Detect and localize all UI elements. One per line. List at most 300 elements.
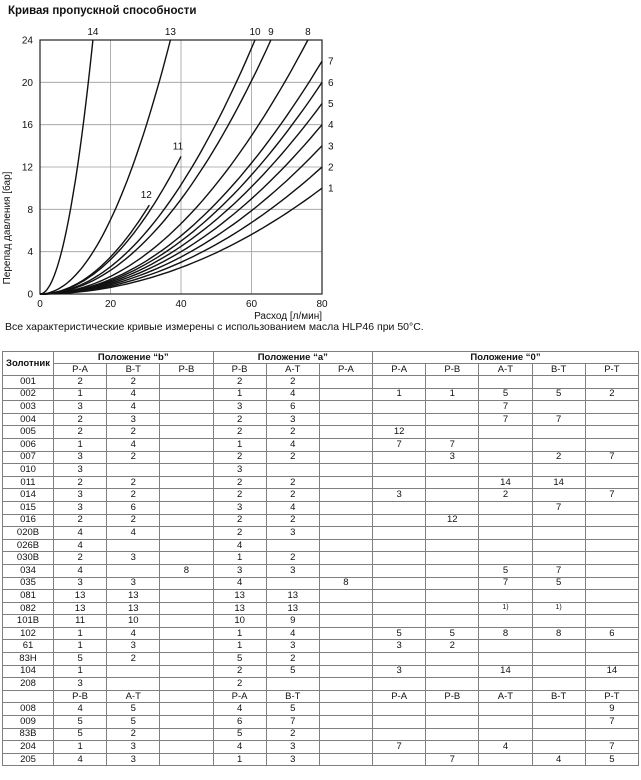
value-cell <box>479 539 532 552</box>
value-cell <box>532 590 585 603</box>
value-cell: 2 <box>479 489 532 502</box>
value-cell <box>585 577 638 590</box>
value-cell <box>107 665 160 678</box>
spool-id: 102 <box>3 627 54 640</box>
value-cell: 2 <box>213 514 266 527</box>
value-cell: 11 <box>54 615 107 628</box>
value-cell: 6 <box>266 401 319 414</box>
value-cell <box>373 464 426 477</box>
value-cell <box>373 514 426 527</box>
value-cell: 3 <box>213 464 266 477</box>
value-cell <box>319 728 372 741</box>
value-cell <box>160 388 213 401</box>
value-cell: 2 <box>213 476 266 489</box>
y-tick-label: 20 <box>21 77 33 89</box>
column-header-port: P-A <box>54 364 107 376</box>
value-cell <box>373 703 426 716</box>
curve-label-3: 3 <box>328 141 334 153</box>
value-cell <box>585 464 638 477</box>
value-cell: 4 <box>266 627 319 640</box>
value-cell <box>532 464 585 477</box>
value-cell <box>266 539 319 552</box>
spool-id: 082 <box>3 602 54 615</box>
value-cell <box>585 438 638 451</box>
value-cell <box>160 527 213 540</box>
value-cell: 4 <box>54 564 107 577</box>
value-cell: 8 <box>160 564 213 577</box>
value-cell <box>585 527 638 540</box>
value-cell: 4 <box>213 577 266 590</box>
spool-id: 014 <box>3 489 54 502</box>
value-cell: 2 <box>107 476 160 489</box>
value-cell: 7 <box>585 451 638 464</box>
value-cell <box>319 388 372 401</box>
value-cell: 13 <box>54 590 107 603</box>
value-cell: 5 <box>266 703 319 716</box>
value-cell <box>319 539 372 552</box>
value-cell <box>373 602 426 615</box>
value-cell <box>479 464 532 477</box>
value-cell <box>373 552 426 565</box>
value-cell <box>160 753 213 766</box>
spool-id: 010 <box>3 464 54 477</box>
curve-label-8: 8 <box>305 27 311 38</box>
value-cell <box>319 665 372 678</box>
column-header-port: B-T <box>532 364 585 376</box>
y-tick-label: 0 <box>27 289 33 301</box>
value-cell: 7 <box>426 438 479 451</box>
value-cell <box>532 678 585 691</box>
value-cell <box>319 741 372 754</box>
value-cell: 2 <box>266 728 319 741</box>
value-cell <box>426 476 479 489</box>
value-cell <box>426 678 479 691</box>
value-cell: 2 <box>266 426 319 439</box>
value-cell: 6 <box>213 716 266 729</box>
value-cell <box>319 438 372 451</box>
value-cell: 7 <box>532 413 585 426</box>
value-cell: 2 <box>585 388 638 401</box>
value-cell <box>160 514 213 527</box>
spool-id: 006 <box>3 438 54 451</box>
value-cell: 2 <box>54 514 107 527</box>
value-cell <box>532 438 585 451</box>
value-cell <box>319 401 372 414</box>
spool-id: 208 <box>3 678 54 691</box>
value-cell: 5 <box>54 728 107 741</box>
value-cell: 2 <box>54 552 107 565</box>
column-header-port: P-B <box>54 690 107 703</box>
value-cell <box>160 476 213 489</box>
value-cell: 8 <box>479 627 532 640</box>
value-cell <box>319 678 372 691</box>
value-cell <box>160 665 213 678</box>
table-row <box>3 753 639 766</box>
value-cell <box>426 539 479 552</box>
value-cell: 3 <box>373 665 426 678</box>
value-cell <box>319 376 372 389</box>
y-tick-label: 4 <box>27 247 33 259</box>
table-row <box>3 426 639 439</box>
value-cell: 1 <box>213 552 266 565</box>
value-cell: 2 <box>266 376 319 389</box>
value-cell: 4 <box>266 388 319 401</box>
value-cell: 4 <box>107 438 160 451</box>
table-row <box>3 476 639 489</box>
value-cell <box>373 501 426 514</box>
spool-id: 035 <box>3 577 54 590</box>
value-cell <box>373 577 426 590</box>
value-cell: 3 <box>213 564 266 577</box>
value-cell <box>532 539 585 552</box>
group-header-2: Положение “0” <box>373 352 639 364</box>
value-cell <box>266 678 319 691</box>
value-cell <box>373 527 426 540</box>
value-cell: 3 <box>54 501 107 514</box>
table-header <box>3 352 639 376</box>
value-cell: 4 <box>213 539 266 552</box>
table-row <box>3 615 639 628</box>
table-row <box>3 564 639 577</box>
value-cell: 1 <box>54 388 107 401</box>
spool-id: 104 <box>3 665 54 678</box>
value-cell: 7 <box>373 438 426 451</box>
value-cell <box>426 413 479 426</box>
value-cell <box>426 716 479 729</box>
value-cell <box>532 716 585 729</box>
table-row <box>3 741 639 754</box>
value-cell <box>160 501 213 514</box>
value-cell <box>426 590 479 603</box>
value-cell: 4 <box>54 753 107 766</box>
spool-id: 034 <box>3 564 54 577</box>
value-cell <box>479 552 532 565</box>
value-cell <box>585 564 638 577</box>
curve-label-5: 5 <box>328 99 334 110</box>
value-cell: 2 <box>213 451 266 464</box>
table-row <box>3 376 639 389</box>
value-cell <box>373 539 426 552</box>
value-cell: 2 <box>213 413 266 426</box>
value-cell: 10 <box>213 615 266 628</box>
value-cell: 6 <box>107 501 160 514</box>
curve-label-1: 1 <box>328 183 334 195</box>
value-cell <box>532 489 585 502</box>
value-cell <box>479 426 532 439</box>
column-header-port: P-B <box>426 690 479 703</box>
value-cell: 5 <box>426 627 479 640</box>
footnote-marker: 1) <box>502 603 509 611</box>
value-cell: 3 <box>107 640 160 653</box>
column-header-port: A-T <box>479 690 532 703</box>
value-cell: 7 <box>585 716 638 729</box>
curve-label-7: 7 <box>328 56 334 68</box>
value-cell: 5 <box>532 577 585 590</box>
value-cell: 4 <box>479 741 532 754</box>
flow-curves-chart <box>0 18 360 322</box>
spool-id: 030B <box>3 552 54 565</box>
value-cell <box>160 703 213 716</box>
value-cell: 2 <box>54 426 107 439</box>
value-cell: 5 <box>107 703 160 716</box>
value-cell <box>426 527 479 540</box>
value-cell <box>160 590 213 603</box>
value-cell <box>426 426 479 439</box>
value-cell <box>585 640 638 653</box>
value-cell: 12 <box>373 426 426 439</box>
column-header-port: A-T <box>479 364 532 376</box>
value-cell <box>160 438 213 451</box>
value-cell <box>160 615 213 628</box>
value-cell: 14 <box>479 665 532 678</box>
value-cell: 3 <box>266 413 319 426</box>
value-cell <box>319 527 372 540</box>
curve-label-6: 6 <box>328 77 334 89</box>
value-cell <box>319 426 372 439</box>
column-header-port: B-T <box>266 690 319 703</box>
value-cell <box>585 539 638 552</box>
value-cell: 3 <box>54 464 107 477</box>
value-cell <box>319 501 372 514</box>
value-cell <box>585 426 638 439</box>
value-cell <box>532 552 585 565</box>
value-cell: 7 <box>479 577 532 590</box>
value-cell <box>585 602 638 615</box>
value-cell: 1 <box>54 627 107 640</box>
value-cell: 2 <box>213 426 266 439</box>
column-header-port: A-T <box>266 364 319 376</box>
value-cell: 7 <box>532 501 585 514</box>
table-row <box>3 703 639 716</box>
chart-note: Все характеристические кривые измерены с использованием масла HLP46 при 50°C. <box>5 321 424 333</box>
table-row <box>3 514 639 527</box>
value-cell <box>160 552 213 565</box>
value-cell: 5 <box>585 753 638 766</box>
value-cell <box>532 615 585 628</box>
value-cell: 3 <box>213 401 266 414</box>
group-header-0: Положение “b” <box>54 352 214 364</box>
value-cell <box>160 426 213 439</box>
value-cell: 1 <box>213 388 266 401</box>
value-cell <box>585 653 638 666</box>
curve-label-4: 4 <box>328 120 334 132</box>
curve-label-2: 2 <box>328 162 334 174</box>
curve-label-11: 11 <box>172 141 184 153</box>
value-cell: 1 <box>54 741 107 754</box>
x-tick-label: 60 <box>245 299 258 310</box>
value-cell: 4 <box>54 539 107 552</box>
value-cell <box>585 401 638 414</box>
value-cell: 2 <box>54 476 107 489</box>
value-cell <box>107 564 160 577</box>
value-cell: 5 <box>54 653 107 666</box>
table-body <box>3 376 639 766</box>
value-cell <box>532 426 585 439</box>
spool-id: 016 <box>3 514 54 527</box>
value-cell: 3 <box>107 413 160 426</box>
column-header-port: P-A <box>213 690 266 703</box>
value-cell <box>479 451 532 464</box>
value-cell: 13 <box>107 590 160 603</box>
value-cell <box>426 665 479 678</box>
column-header-port: B-T <box>107 364 160 376</box>
value-cell: 6 <box>585 627 638 640</box>
value-cell <box>160 451 213 464</box>
spool-id: 011 <box>3 476 54 489</box>
value-cell <box>373 753 426 766</box>
value-cell: 4 <box>266 501 319 514</box>
value-cell <box>426 552 479 565</box>
value-cell: 4 <box>107 388 160 401</box>
value-cell <box>479 602 532 615</box>
value-cell <box>532 741 585 754</box>
value-cell: 7 <box>585 741 638 754</box>
value-cell <box>160 627 213 640</box>
value-cell <box>319 716 372 729</box>
value-cell <box>585 476 638 489</box>
value-cell: 2 <box>54 376 107 389</box>
value-cell <box>107 539 160 552</box>
x-tick-label: 80 <box>316 299 328 310</box>
value-cell <box>585 590 638 603</box>
value-cell <box>479 438 532 451</box>
y-tick-label: 8 <box>27 204 33 216</box>
value-cell: 4 <box>107 627 160 640</box>
value-cell: 3 <box>54 489 107 502</box>
value-cell <box>319 753 372 766</box>
value-cell <box>319 590 372 603</box>
value-cell: 3 <box>373 489 426 502</box>
value-cell <box>479 501 532 514</box>
value-cell <box>160 376 213 389</box>
value-cell: 1 <box>54 640 107 653</box>
value-cell: 14 <box>532 476 585 489</box>
column-header-port: P-B <box>160 364 213 376</box>
value-cell <box>319 703 372 716</box>
value-cell: 3 <box>107 741 160 754</box>
table-row <box>3 716 639 729</box>
value-cell: 4 <box>213 741 266 754</box>
spool-flow-table <box>2 351 639 766</box>
value-cell: 2 <box>266 653 319 666</box>
value-cell: 4 <box>213 703 266 716</box>
subheader-cell <box>3 690 54 703</box>
spool-id: 205 <box>3 753 54 766</box>
value-cell: 7 <box>585 489 638 502</box>
value-cell <box>479 716 532 729</box>
value-cell <box>266 577 319 590</box>
x-tick-label: 40 <box>175 299 187 310</box>
value-cell <box>532 653 585 666</box>
value-cell: 4 <box>532 753 585 766</box>
value-cell <box>426 615 479 628</box>
spool-id: 008 <box>3 703 54 716</box>
value-cell: 2 <box>266 514 319 527</box>
value-cell <box>160 653 213 666</box>
value-cell: 9 <box>585 703 638 716</box>
value-cell <box>319 489 372 502</box>
value-cell: 4 <box>266 438 319 451</box>
column-header-port <box>160 690 213 703</box>
spool-id: 001 <box>3 376 54 389</box>
value-cell <box>160 464 213 477</box>
value-cell: 3 <box>107 552 160 565</box>
spool-id: 005 <box>3 426 54 439</box>
column-header-port <box>319 690 372 703</box>
value-cell: 14 <box>585 665 638 678</box>
value-cell: 10 <box>107 615 160 628</box>
y-axis-title: Перепад давления [бар] <box>2 171 13 285</box>
table-row <box>3 451 639 464</box>
value-cell: 7 <box>479 413 532 426</box>
value-cell: 4 <box>107 527 160 540</box>
value-cell <box>585 678 638 691</box>
value-cell <box>479 615 532 628</box>
value-cell <box>160 413 213 426</box>
table-row <box>3 552 639 565</box>
value-cell: 13 <box>213 590 266 603</box>
value-cell: 2 <box>266 552 319 565</box>
value-cell: 3 <box>266 640 319 653</box>
value-cell <box>319 476 372 489</box>
value-cell <box>160 401 213 414</box>
page-title: Кривая пропускной способности <box>8 5 197 17</box>
value-cell: 3 <box>266 741 319 754</box>
value-cell: 2 <box>266 489 319 502</box>
value-cell: 3 <box>266 564 319 577</box>
value-cell: 3 <box>107 577 160 590</box>
value-cell: 13 <box>266 602 319 615</box>
value-cell: 5 <box>479 564 532 577</box>
value-cell <box>479 678 532 691</box>
value-cell: 2 <box>54 413 107 426</box>
value-cell <box>585 552 638 565</box>
value-cell <box>479 753 532 766</box>
value-cell <box>319 653 372 666</box>
value-cell <box>585 376 638 389</box>
value-cell <box>585 728 638 741</box>
value-cell: 9 <box>266 615 319 628</box>
table-row <box>3 413 639 426</box>
value-cell <box>319 514 372 527</box>
value-cell: 3 <box>107 753 160 766</box>
column-header-port: P-B <box>213 364 266 376</box>
spool-id: 007 <box>3 451 54 464</box>
y-tick-label: 16 <box>21 120 33 132</box>
column-header-port: P-B <box>426 364 479 376</box>
column-header-spool: Золотник <box>3 352 54 376</box>
value-cell: 2 <box>107 514 160 527</box>
value-cell <box>479 703 532 716</box>
value-cell <box>426 564 479 577</box>
value-cell <box>160 489 213 502</box>
value-cell <box>479 527 532 540</box>
value-cell: 5 <box>213 728 266 741</box>
value-cell <box>319 464 372 477</box>
value-cell <box>319 552 372 565</box>
spool-id: 015 <box>3 501 54 514</box>
value-cell <box>160 539 213 552</box>
column-header-port: P-A <box>373 364 426 376</box>
spool-id: 101B <box>3 615 54 628</box>
value-cell <box>160 602 213 615</box>
value-cell <box>532 376 585 389</box>
value-cell <box>426 577 479 590</box>
value-cell <box>373 401 426 414</box>
column-header-port: B-T <box>532 690 585 703</box>
value-cell <box>426 464 479 477</box>
value-cell: 2 <box>266 451 319 464</box>
